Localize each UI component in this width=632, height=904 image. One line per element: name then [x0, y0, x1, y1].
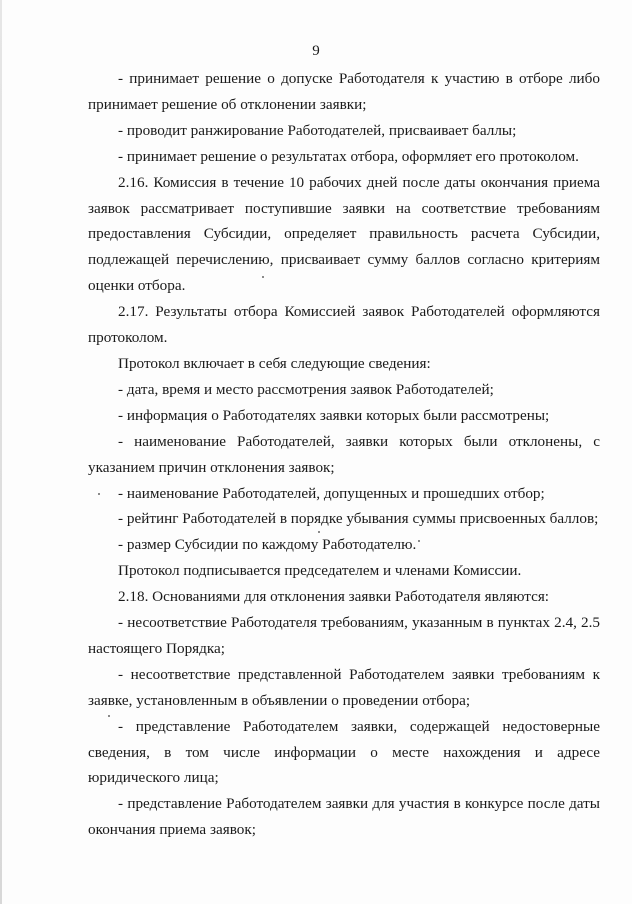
- paragraph: 2.17. Результаты отбора Комиссией заявок Работодателей оформляются протоколом.: [88, 303, 600, 347]
- paragraph: 2.16. Комиссия в течение 10 рабочих дней после даты окончания приема заявок рассматривает поступившие заявки на соответствие требованиям предоставления Субсидии, определяет правильность расчета Субсидии, подлежащей перечислению, присваивает сумму баллов согласно критериям оценки отбора.: [88, 173, 600, 295]
- paragraph: - наименование Работодателей, заявки которых были отклонены, с указанием причин отклонения заявок;: [88, 432, 600, 476]
- paragraph: - рейтинг Работодателей в порядке убывания суммы присвоенных баллов;: [118, 510, 599, 528]
- page-number: 9: [312, 43, 320, 59]
- scan-speck: [108, 715, 110, 717]
- paragraph: Протокол подписывается председателем и членами Комиссии.: [118, 562, 522, 580]
- scan-speck: [262, 276, 264, 278]
- paragraph: - несоответствие Работодателя требованиям, указанным в пунктах 2.4, 2.5 настоящего Порядка;: [88, 614, 600, 657]
- scan-speck: [98, 493, 100, 495]
- paragraph: - размер Субсидии по каждому Работодателю.: [118, 536, 417, 554]
- paragraph: - наименование Работодателей, допущенных и прошедших отбор;: [118, 484, 545, 502]
- paragraph: - информация о Работодателях заявки которых были рассмотрены;: [118, 406, 550, 424]
- scan-speck: [318, 531, 320, 533]
- paragraph: - представление Работодателем заявки, содержащей недостоверные сведения, в том числе информации о месте нахождения и адресе юридического лица;: [88, 717, 600, 787]
- paragraph: - дата, время и место рассмотрения заявок Работодателей;: [118, 380, 494, 398]
- paragraph: - принимает решение о допуске Работодателя к участию в отборе либо принимает решение об отклонении заявки;: [88, 70, 600, 113]
- paragraph: - принимает решение о результатах отбора, оформляет его протоколом.: [118, 147, 579, 165]
- document-body: [88, 66, 600, 843]
- paragraph: - проводит ранжирование Работодателей, присваивает баллы;: [118, 121, 517, 139]
- paragraph: - представление Работодателем заявки для участия в конкурсе после даты окончания приема заявок;: [88, 795, 600, 839]
- scan-speck: [418, 540, 420, 542]
- paragraph: - несоответствие представленной Работодателем заявки требованиям к заявке, установленным в объявлении о проведении отбора;: [88, 665, 600, 709]
- paragraph: 2.18. Основаниями для отклонения заявки Работодателя являются:: [118, 588, 550, 606]
- scan-edge: [0, 0, 2, 904]
- paragraph: Протокол включает в себя следующие сведения:: [118, 354, 431, 372]
